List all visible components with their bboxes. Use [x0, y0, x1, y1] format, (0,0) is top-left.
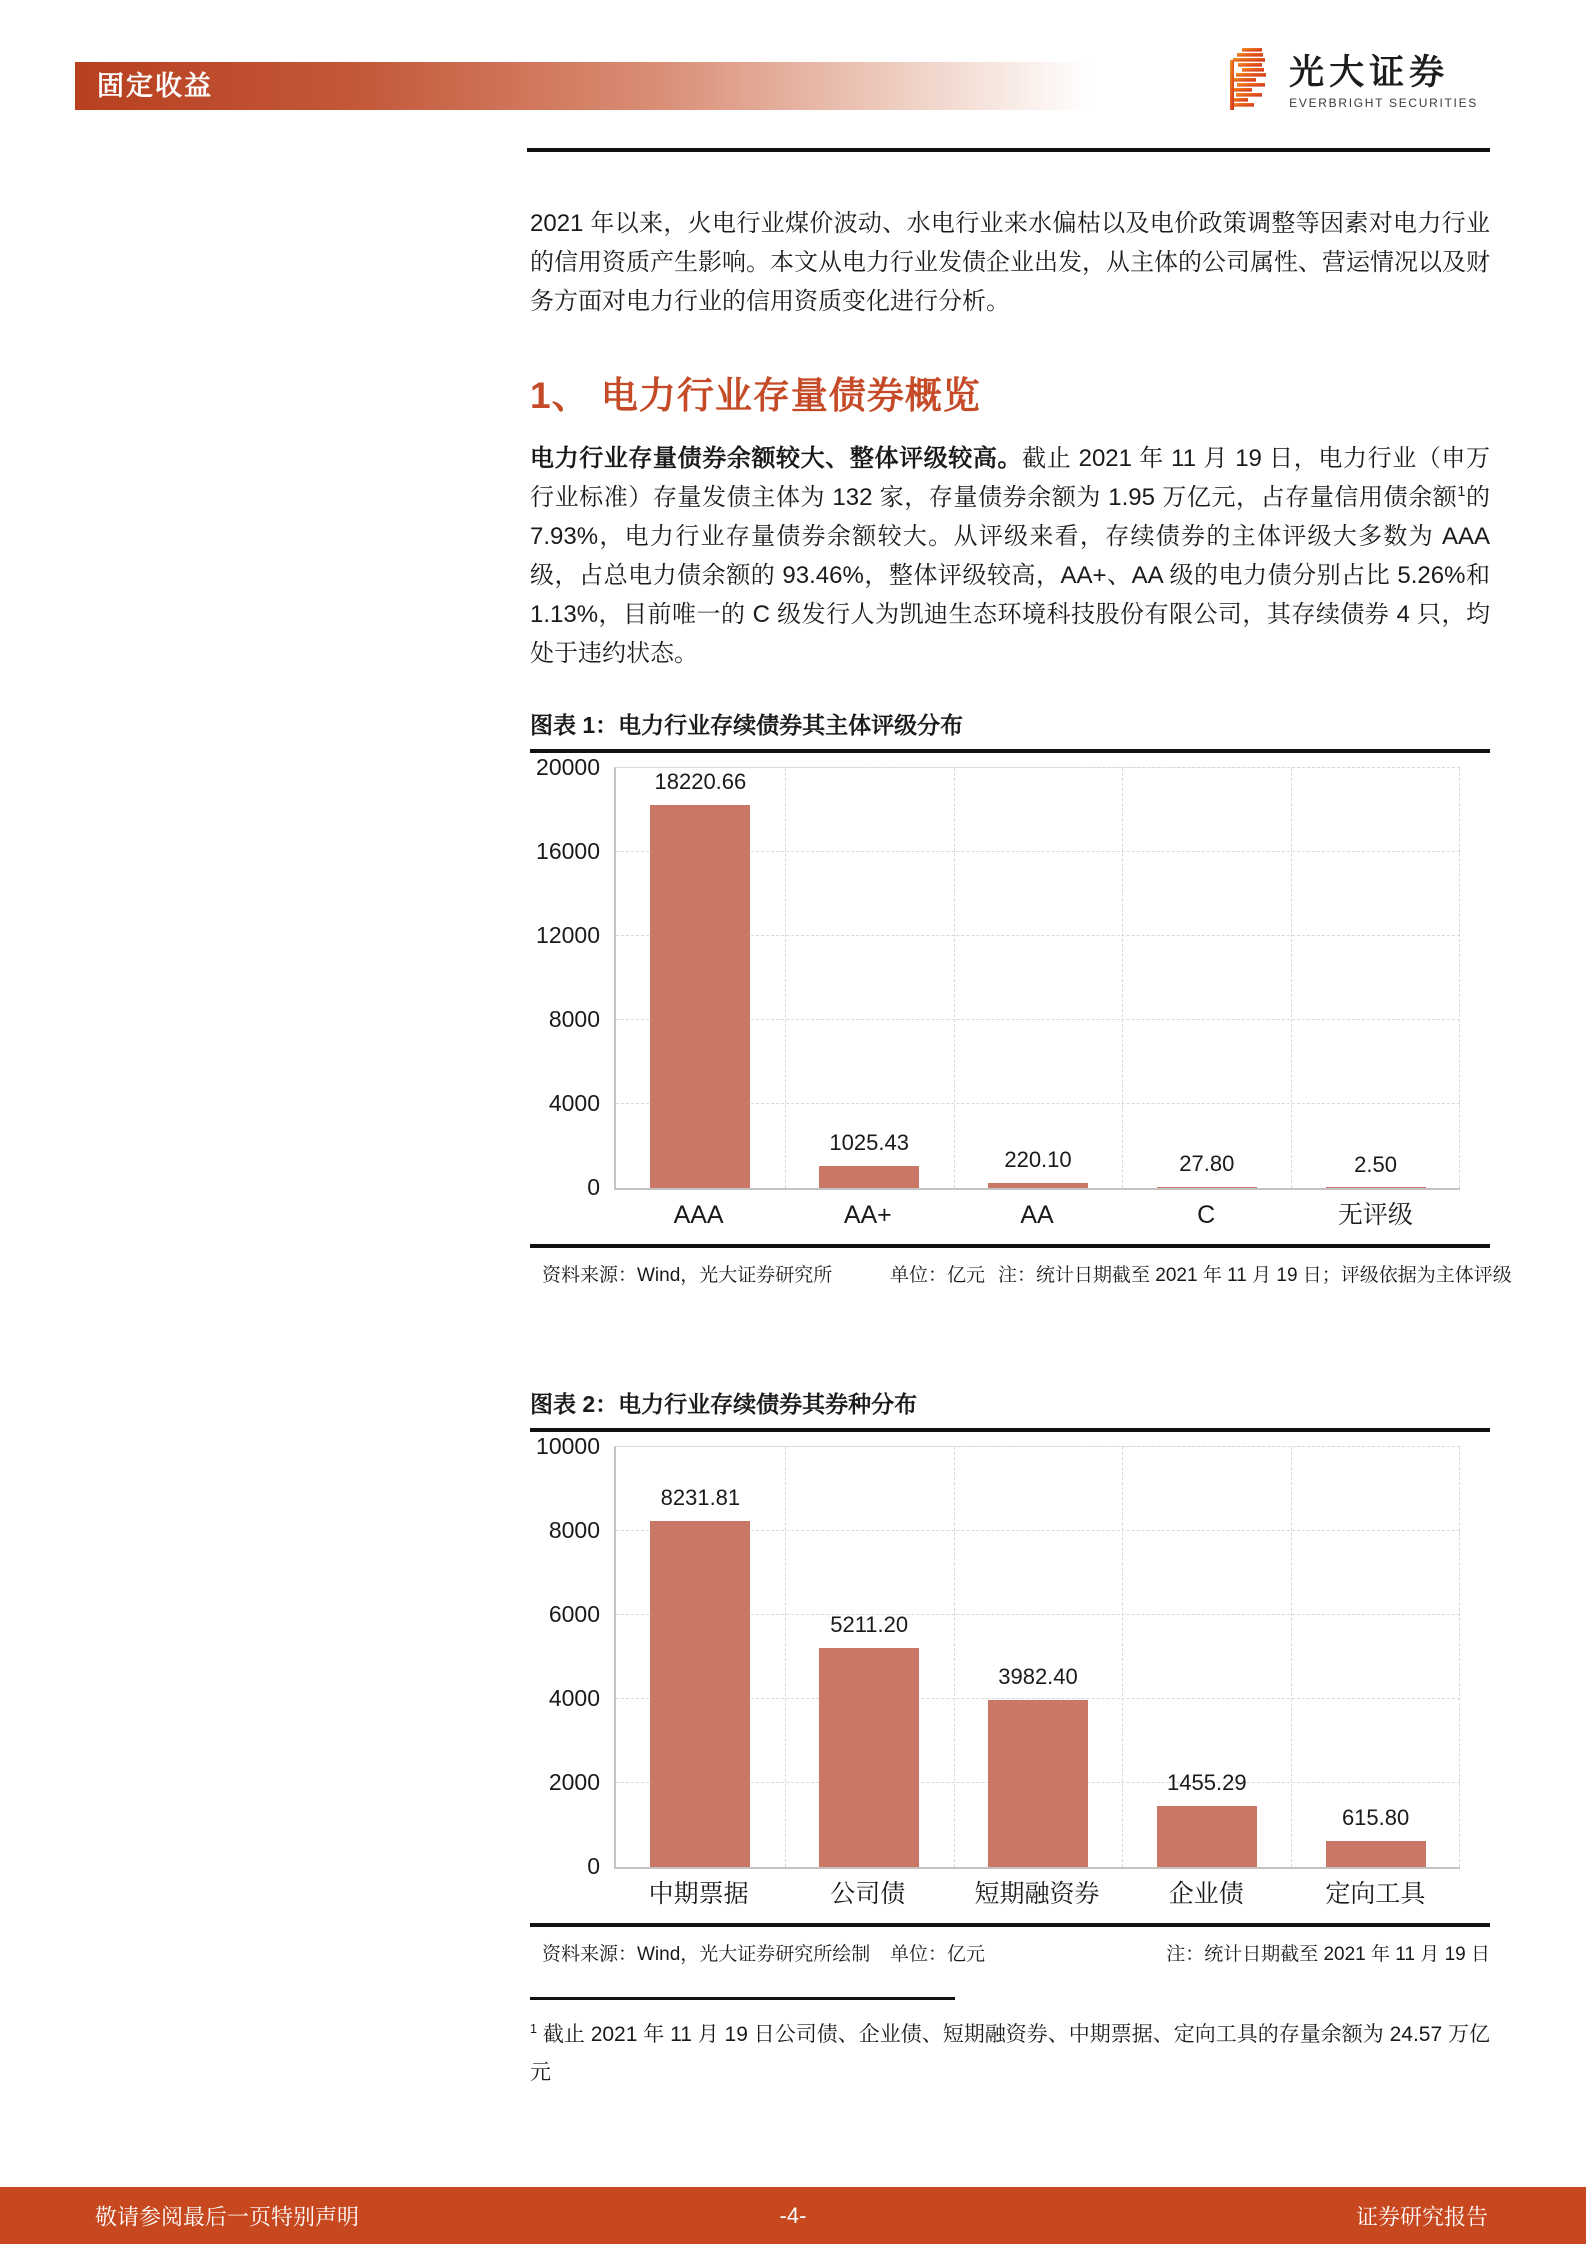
y-tick-label: 4000	[548, 1090, 600, 1116]
y-tick-label: 2000	[548, 1769, 600, 1795]
figure-2-x-axis	[614, 1879, 1460, 1909]
y-tick-label: 16000	[536, 838, 600, 864]
brand-logo	[1230, 48, 1478, 117]
content-column	[530, 152, 1512, 2113]
bar-value-label: 18220.66	[654, 769, 747, 795]
page-number: -4-	[779, 2202, 807, 2228]
section-lead-bold: 电力行业存量债券余额较大、整体评级较高。	[530, 445, 1023, 472]
gridline-vertical	[1459, 1447, 1460, 1867]
y-tick-label: 10000	[536, 1433, 600, 1459]
figure-1-source-row	[530, 1244, 1512, 1290]
section-heading: 1、 电力行业存量债券概览	[530, 375, 981, 416]
figure-1-source: 资料来源：Wind，光大证券研究所	[542, 1265, 833, 1286]
gridline-horizontal	[616, 1446, 1460, 1447]
x-category-label: 公司债	[830, 1880, 906, 1908]
bar-C	[1157, 1187, 1257, 1188]
footnote-body: 截止 2021 年 11 月 19 日公司债、企业债、短期融资券、中期票据、定向工具的存量余额为 24.57 万亿元	[530, 2023, 1490, 2084]
intro-paragraph: 2021 年以来，火电行业煤价波动、水电行业来水偏枯以及电价政策调整等因素对电力行业的信用资质产生影响。本文从电力行业发债企业出发，从主体的公司属性、营运情况以及财务方面对电力行业的信用资质变化进行分析。	[530, 210, 1490, 315]
bond-type-distribution-bar-chart	[530, 1433, 1490, 1909]
bar-中期票据	[650, 1521, 750, 1867]
x-category-label: 企业债	[1168, 1880, 1244, 1908]
bar-value-label: 27.80	[1179, 1151, 1235, 1177]
bar-AAA	[650, 805, 750, 1188]
y-tick-label: 8000	[548, 1517, 600, 1543]
gridline-vertical	[1122, 1447, 1123, 1867]
report-category-banner	[75, 62, 1090, 110]
gridline-vertical	[954, 768, 955, 1188]
x-category-label: AA+	[843, 1201, 892, 1229]
y-tick-label: 4000	[548, 1685, 600, 1711]
report-category-label: 固定收益	[97, 71, 213, 101]
bar-value-label: 1025.43	[829, 1130, 909, 1156]
section-body-part1: 截止 2021 年 11 月 19 日，电力行业（申万行业标准）存量发债主体为 132 家，存量债券余额为 1.95 万亿元，占存量信用债余额	[530, 445, 1491, 511]
bar-定向工具	[1326, 1841, 1426, 1867]
figure-1-title: 图表 1：电力行业存续债券其主体评级分布	[530, 712, 964, 738]
figure-2-source: 资料来源：Wind，光大证券研究所绘制	[542, 1944, 871, 1965]
bar-企业债	[1157, 1806, 1257, 1867]
gridline-horizontal	[616, 767, 1460, 768]
figure-2-y-axis	[530, 1433, 600, 1879]
figure-2-title-rule	[530, 1428, 1490, 1432]
x-category-label: 无评级	[1337, 1201, 1413, 1229]
gridline-vertical	[785, 768, 786, 1188]
footnote-reference: 1	[1457, 484, 1466, 500]
bar-AA+	[819, 1166, 919, 1188]
footnote-block	[530, 1997, 1490, 2092]
figure-2-source-row	[530, 1923, 1490, 1969]
x-category-label: AAA	[673, 1201, 724, 1229]
figure-1-y-axis	[530, 754, 600, 1200]
gridline-vertical	[1459, 768, 1460, 1188]
bar-value-label: 220.10	[1004, 1147, 1072, 1173]
footnote-text	[530, 2016, 1490, 2092]
footer-disclaimer: 敬请参阅最后一页特别声明	[95, 2204, 360, 2229]
brand-wordmark	[1289, 55, 1478, 110]
bar-value-label: 2.50	[1354, 1151, 1398, 1177]
gridline-vertical	[1291, 1447, 1292, 1867]
x-category-label: 短期融资券	[974, 1880, 1100, 1908]
x-category-label: 定向工具	[1325, 1880, 1426, 1908]
figure-1-rating-distribution	[530, 711, 1512, 1290]
figure-1-plot-area	[614, 767, 1460, 1190]
page-footer	[0, 2187, 1586, 2244]
brand-name-en: EVERBRIGHT SECURITIES	[1289, 95, 1478, 110]
rating-distribution-bar-chart	[530, 754, 1490, 1230]
gridline-vertical	[785, 1447, 786, 1867]
figure-2-plot-area	[614, 1446, 1460, 1869]
bar-短期融资券	[988, 1700, 1088, 1867]
y-tick-label: 8000	[548, 1006, 600, 1032]
bar-value-label: 8231.81	[660, 1485, 741, 1511]
section-body-part2: 的 7.93%，电力行业存量债券余额较大。从评级来看，存续债券的主体评级大多数为 AAA 级，占总电力债余额的 93.46%，整体评级较高，AA+、AA 级的电力债分别占比 5.26%和 1.13%，目前唯一的 C 级发行人为凯迪生态环境科技股份有限公司，其存续债券 4 只，均处于违约状态。	[530, 484, 1490, 667]
figure-2-note: 注：统计日期截至 2021 年 11 月 19 日	[1166, 1944, 1490, 1965]
section-paragraph	[530, 439, 1490, 673]
everbright-logo-icon	[1230, 48, 1276, 117]
gridline-vertical	[1122, 768, 1123, 1188]
bar-AA	[988, 1183, 1088, 1188]
footnote-divider	[530, 1997, 955, 2000]
gridline-vertical	[1291, 768, 1292, 1188]
bar-公司债	[819, 1648, 919, 1867]
brand-name-cn: 光大证券	[1289, 53, 1450, 93]
y-tick-label: 0	[587, 1174, 600, 1200]
footer-report-type: 证券研究报告	[1355, 2204, 1488, 2229]
bar-无评级	[1326, 1187, 1426, 1188]
y-tick-label: 6000	[548, 1601, 600, 1627]
bar-value-label: 615.80	[1341, 1805, 1410, 1831]
figure-1-x-axis	[614, 1200, 1460, 1230]
gridline-vertical	[954, 1447, 955, 1867]
figure-2-unit: 单位：亿元	[890, 1944, 986, 1965]
x-category-label: AA	[1020, 1201, 1054, 1229]
figure-1-unit: 单位：亿元	[890, 1265, 986, 1286]
bar-value-label: 3982.40	[998, 1663, 1078, 1689]
figure-1-title-rule	[530, 749, 1490, 753]
footnote-number: 1	[530, 2022, 538, 2036]
y-tick-label: 20000	[536, 754, 600, 780]
figure-2-bond-type-distribution	[530, 1390, 1490, 1969]
x-category-label: 中期票据	[648, 1880, 749, 1908]
y-tick-label: 12000	[536, 922, 600, 948]
bar-value-label: 1455.29	[1167, 1769, 1247, 1795]
figure-2-title: 图表 2：电力行业存续债券其券种分布	[530, 1391, 918, 1417]
x-category-label: C	[1197, 1201, 1216, 1229]
figure-1-note: 注：统计日期截至 2021 年 11 月 19 日；评级依据为主体评级	[998, 1265, 1512, 1286]
y-tick-label: 0	[587, 1853, 600, 1879]
bar-value-label: 5211.20	[830, 1612, 909, 1638]
